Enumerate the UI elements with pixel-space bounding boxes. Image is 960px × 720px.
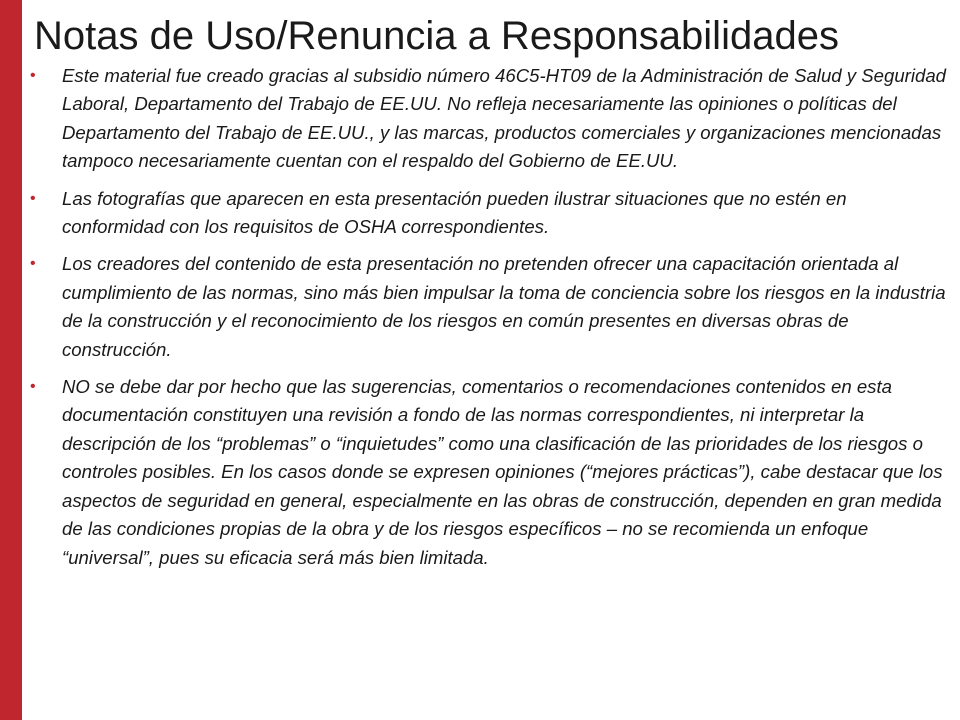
bullet-item-funding <box>30 62 950 176</box>
bullet-item-photos <box>30 185 950 242</box>
bullet-text: Los creadores del contenido de esta presentación no pretenden ofrecer una capacitación orientada al cumplimiento de las normas, sino más bien impulsar la toma de conciencia sobre los riesgos en la industria de la construcción y el reconocimiento de los riesgos en común presentes en diversas obras de construcción. <box>62 253 946 360</box>
page-title: Notas de Uso/Renuncia a Responsabilidades <box>34 14 839 58</box>
bullet-text: Este material fue creado gracias al subsidio número 46C5-HT09 de la Administración de Salud y Seguridad Laboral, Departamento del Trabajo de EE.UU. No refleja necesariamente las opiniones o políticas del Departamento del Trabajo de EE.UU., y las marcas, productos comerciales y organizaciones mencionadas tampoco necesariamente cuentan con el respaldo del Gobierno de EE.UU. <box>62 65 947 172</box>
bullet-item-creators <box>30 250 950 364</box>
bullet-dot-icon: • <box>30 189 36 207</box>
bullet-text: NO se debe dar por hecho que las sugerencias, comentarios o recomendaciones contenidos en esta documentación constituyen una revisión a fondo de las normas correspondientes, ni interpretar la descripción de los “problemas” o “inquietudes” como una clasificación de las prioridades de los riesgos o controles posibles. En los casos donde se expresen opiniones (“mejores prácticas”), cabe destacar que los aspectos de seguridad en general, especialmente en las obras de construcción, dependen en gran medida de las condiciones propias de la obra y de los riesgos específicos – no se recomienda un enfoque “universal”, pues su eficacia será más bien limitada. <box>62 376 943 568</box>
bullet-dot-icon: • <box>30 255 36 273</box>
bullet-list <box>30 62 950 581</box>
left-accent-bar <box>0 0 22 720</box>
bullet-dot-icon: • <box>30 378 36 396</box>
bullet-item-suggestions <box>30 373 950 572</box>
bullet-dot-icon: • <box>30 67 36 84</box>
bullet-text: Las fotografías que aparecen en esta presentación pueden ilustrar situaciones que no estén en conformidad con los requisitos de OSHA correspondientes. <box>62 187 847 238</box>
